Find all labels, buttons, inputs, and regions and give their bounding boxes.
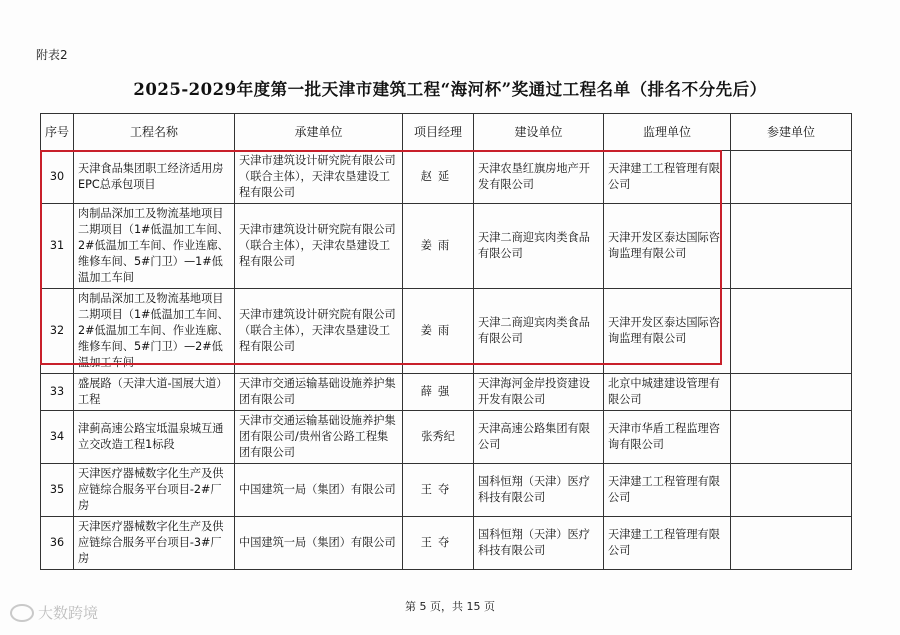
cell-builder: 国科恒翔（天津）医疗科技有限公司 [474, 517, 604, 570]
table-row [41, 204, 852, 289]
cell-project-name: 天津医疗器械数字化生产及供应链综合服务平台项目-3#厂房 [74, 517, 235, 570]
header-supervisor: 监理单位 [604, 114, 731, 151]
cell-project-name: 盛展路（天津大道-国展大道）工程 [74, 374, 235, 411]
table-row [41, 151, 852, 204]
cell-builder: 天津二商迎宾肉类食品有限公司 [474, 204, 604, 289]
cell-project-name: 津蓟高速公路宝坻温泉城互通立交改造工程1标段 [74, 411, 235, 464]
cell-builder: 天津农垦红旗房地产开发有限公司 [474, 151, 604, 204]
table-row [41, 464, 852, 517]
cell-supervisor: 天津建工工程管理有限公司 [604, 517, 731, 570]
cell-seq: 35 [41, 464, 74, 517]
watermark [10, 602, 98, 623]
cell-contractor: 天津市建筑设计研究院有限公司（联合主体），天津农垦建设工程有限公司 [235, 204, 403, 289]
cell-project-manager: 薛强 [403, 374, 474, 411]
cell-contractor: 天津市交通运输基础设施养护集团有限公司/贵州省公路工程集团有限公司 [235, 411, 403, 464]
cell-supervisor: 天津建工工程管理有限公司 [604, 464, 731, 517]
header-participant: 参建单位 [731, 114, 852, 151]
cell-project-name: 肉制品深加工及物流基地项目二期项目（1#低温加工车间、2#低温加工车间、作业连廊、维修车间、5#门卫）—2#低温加工车间 [74, 289, 235, 374]
cell-participant [731, 289, 852, 374]
cell-contractor: 天津市交通运输基础设施养护集团有限公司 [235, 374, 403, 411]
cell-project-manager: 赵延 [403, 151, 474, 204]
header-contractor: 承建单位 [235, 114, 403, 151]
header-builder: 建设单位 [474, 114, 604, 151]
cell-builder: 天津二商迎宾肉类食品有限公司 [474, 289, 604, 374]
award-list-table [40, 113, 852, 570]
cell-seq: 30 [41, 151, 74, 204]
cell-participant [731, 411, 852, 464]
cell-seq: 31 [41, 204, 74, 289]
cell-participant [731, 151, 852, 204]
cell-supervisor: 天津建工工程管理有限公司 [604, 151, 731, 204]
cell-project-manager: 姜雨 [403, 204, 474, 289]
cell-supervisor: 天津开发区泰达国际咨询监理有限公司 [604, 289, 731, 374]
attachment-label: 附表2 [36, 48, 68, 62]
watermark-logo-icon [10, 604, 34, 622]
cell-contractor: 中国建筑一局（集团）有限公司 [235, 517, 403, 570]
cell-project-manager: 张秀纪 [403, 411, 474, 464]
cell-contractor: 中国建筑一局（集团）有限公司 [235, 464, 403, 517]
cell-supervisor: 天津市华盾工程监理咨询有限公司 [604, 411, 731, 464]
cell-supervisor: 天津开发区泰达国际咨询监理有限公司 [604, 204, 731, 289]
table-header-row [41, 114, 852, 151]
cell-contractor: 天津市建筑设计研究院有限公司（联合主体），天津农垦建设工程有限公司 [235, 289, 403, 374]
cell-seq: 34 [41, 411, 74, 464]
page-number: 第 5 页，共 15 页 [405, 600, 495, 613]
header-project-name: 工程名称 [74, 114, 235, 151]
cell-participant [731, 517, 852, 570]
watermark-text: 大数跨境 [38, 604, 99, 622]
cell-participant [731, 464, 852, 517]
table-row [41, 289, 852, 374]
cell-project-name: 天津医疗器械数字化生产及供应链综合服务平台项目-2#厂房 [74, 464, 235, 517]
cell-participant [731, 204, 852, 289]
cell-seq: 36 [41, 517, 74, 570]
table-row [41, 374, 852, 411]
cell-seq: 32 [41, 289, 74, 374]
table-row [41, 411, 852, 464]
cell-participant [731, 374, 852, 411]
header-project-manager: 项目经理 [403, 114, 474, 151]
cell-builder: 国科恒翔（天津）医疗科技有限公司 [474, 464, 604, 517]
cell-project-manager: 王夺 [403, 464, 474, 517]
header-seq: 序号 [41, 114, 74, 151]
table-row [41, 517, 852, 570]
cell-contractor: 天津市建筑设计研究院有限公司（联合主体），天津农垦建设工程有限公司 [235, 151, 403, 204]
cell-builder: 天津高速公路集团有限公司 [474, 411, 604, 464]
cell-project-manager: 姜雨 [403, 289, 474, 374]
cell-supervisor: 北京中城建建设管理有限公司 [604, 374, 731, 411]
cell-project-manager: 王夺 [403, 517, 474, 570]
cell-project-name: 肉制品深加工及物流基地项目二期项目（1#低温加工车间、2#低温加工车间、作业连廊、维修车间、5#门卫）—1#低温加工车间 [74, 204, 235, 289]
document-title: 2025-2029年度第一批天津市建筑工程“海河杯”奖通过工程名单（排名不分先后） [133, 80, 767, 99]
cell-seq: 33 [41, 374, 74, 411]
cell-project-name: 天津食品集团职工经济适用房EPC总承包项目 [74, 151, 235, 204]
cell-builder: 天津海河金岸投资建设开发有限公司 [474, 374, 604, 411]
